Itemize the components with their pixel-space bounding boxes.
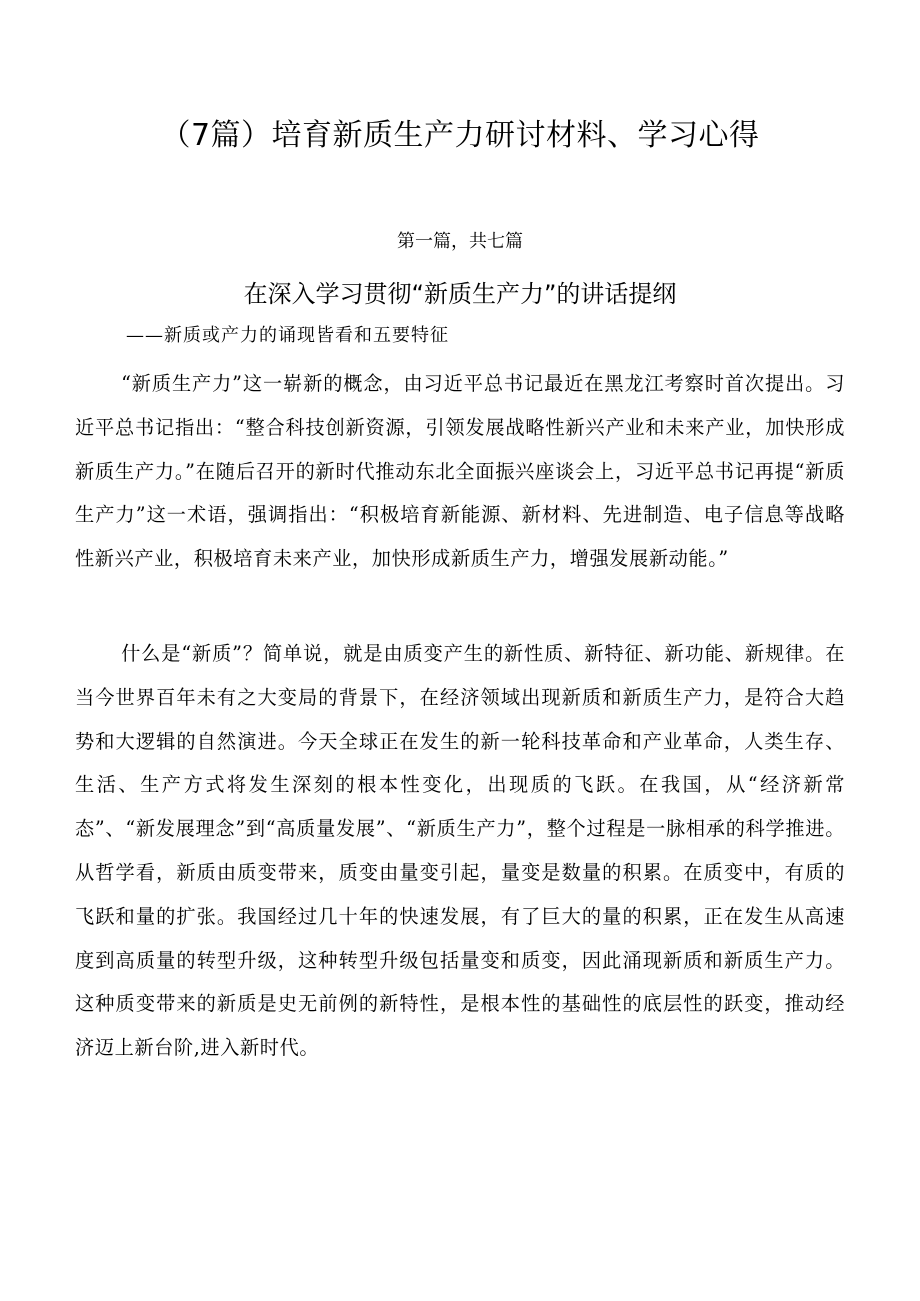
document-title: （7篇）培育新质生产力研讨材料、学习心得 xyxy=(160,118,760,153)
body-paragraph: 什么是“新质”？简单说，就是由质变产生的新性质、新特征、新功能、新规律。在当今世界百年未有之大变局的背景下，在经济领域出现新质和新质生产力，是符合大趋势和大逻辑的自然演进。今天全球正在发生的新一轮科技革命和产业革命，人类生存、生活、生产方式将发生深刻的根本性变化，出现质的飞跃。在我国，从“经济新常态”、“新发展理念”到“高质量发展”、“新质生产力”，整个过程是一脉相承的科学推进。从哲学看，新质由质变带来，质变由量变引起，量变是数量的积累。在质变中，有质的飞跃和量的扩张。我国经过几十年的快速发展，有了巨大的量的积累，正在发生从高速度到高质量的转型升级，这种转型升级包括量变和质变，因此涌现新质和新质生产力。这种质变带来的新质是史无前例的新特性，是根本性的基础性的底层性的跃变，推动经济迈上新台阶,进入新时代。 xyxy=(75,642,845,1060)
part-label: 第一篇，共七篇 xyxy=(397,231,523,252)
section-subtitle: ——新质或产力的诵现皆看和五要特征 xyxy=(126,325,449,346)
body-paragraph: “新质生产力”这一崭新的概念，由习近平总书记最近在黑龙江考察时首次提出。习近平总书记指出：“整合科技创新资源，引领发展战略性新兴产业和未来产业，加快形成新质生产力。”在随后召开的新时代推动东北全面振兴座谈会上，习近平总书记再提“新质生产力”这一术语，强调指出：“积极培育新能源、新材料、先进制造、电子信息等战略性新兴产业，积极培育未来产业，加快形成新质生产力，增强发展新动能。” xyxy=(75,372,845,571)
section-title: 在深入学习贯彻“新质生产力”的讲话提纲 xyxy=(243,280,677,308)
